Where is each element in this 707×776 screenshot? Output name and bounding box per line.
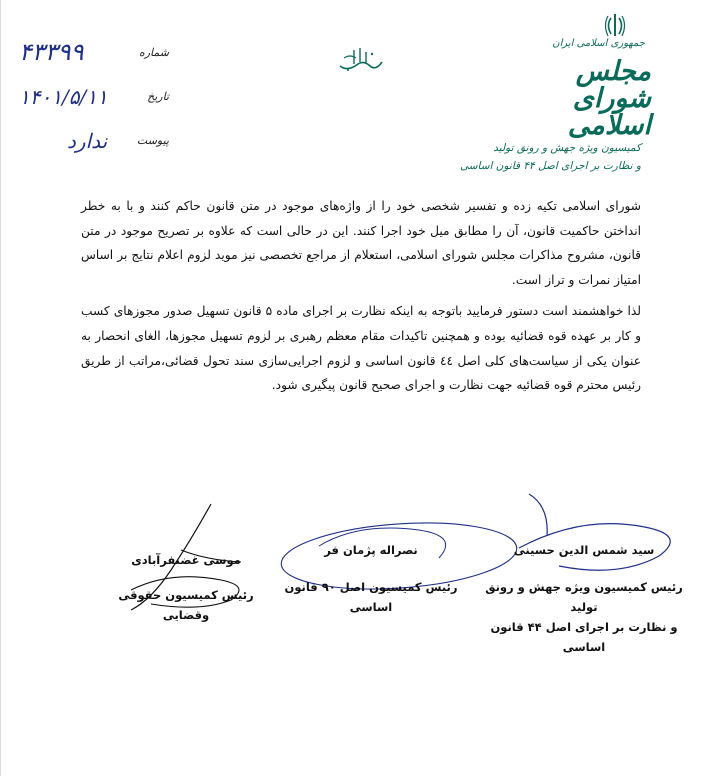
- signer-3-name: موسی غضنفرآبادی: [131, 553, 241, 567]
- letter-body: [81, 194, 641, 398]
- body-paragraph-1: شورای اسلامی تکیه زده و تفسیر شخصی خود را از واژه‌های موجود در متن قانون حاکم کنند و با به خطر انداختن حاکمیت قانون، آن را مطابق میل خود اجرا کنند. این در حالی است که علاوه بر تصریح موجود در متن قانون، مشروح مذاکرات مجلس شورای اسلامی، استعلام از مراجع تخصصی نیز موید لزوم اعلام نتایج بر اساس امتیاز نمرات و تراز است.: [81, 199, 641, 287]
- attachment-row: [19, 126, 169, 154]
- signer-3: [101, 553, 271, 625]
- org-name-logotype: [541, 58, 651, 139]
- number-label: شماره: [138, 46, 169, 59]
- signer-1: [479, 543, 689, 657]
- signer-2: [271, 543, 471, 617]
- committee-line-2: و نظارت بر اجرای اصل ۴۴ قانون اساسی: [460, 160, 641, 172]
- org-country-line: جمهوری اسلامی ایران: [552, 38, 645, 49]
- org-name: مجلس شورای اسلامی: [567, 56, 651, 141]
- signer-3-title: رئیس کمیسیون حقوقی وقضایی: [118, 588, 254, 622]
- signer-1-name: سید شمس الدین حسینی: [513, 543, 655, 557]
- signer-1-title-line-2: و نظارت بر اجرای اصل ۴۴ قانون اساسی: [490, 620, 678, 654]
- signer-2-name: نصراله پژمان فر: [324, 543, 418, 557]
- date-row: [19, 82, 169, 110]
- attachment-label: پیوست: [136, 134, 169, 147]
- signer-1-title: [479, 577, 689, 657]
- number-value: ۴۳۳۹۹: [19, 38, 84, 66]
- date-label: تاریخ: [147, 90, 169, 103]
- signer-1-title-line-1: رئیس کمیسیون ویژه جهش و رونق تولید: [485, 580, 683, 614]
- committee-line-1: کمیسیون ویژه جهش و رونق تولید: [493, 142, 641, 154]
- date-value: ۱۴۰۱/۵/۱۱: [19, 85, 108, 109]
- bismillah-calligraphy: [336, 44, 384, 76]
- attachment-value: ندارد: [67, 129, 108, 153]
- signer-2-title: رئیس کمیسیون اصل ۹۰ قانون اساسی: [284, 580, 458, 614]
- number-row: [19, 38, 169, 66]
- iran-emblem-icon: [602, 12, 628, 38]
- body-paragraph-2: لذا خواهشمند است دستور فرمایید باتوجه به اینکه نظارت بر اجرای ماده ۵ قانون تسهیل صدور مجوزهای کسب و کار بر عهده قوه قضائیه بوده و همچنین تاکیدات مقام معظم رهبری بر لزوم تسهیل مجوزها، الغای انحصار به عنوان یکی از سیاست‌های کلی اصل ٤٤ قانون اساسی و لزوم اجرایی‌سازی سند تحول قضائی،مراتب از طریق رئیس محترم قوه قضائیه جهت نظارت و اجرای صحیح قانون پیگیری شود.: [81, 304, 641, 393]
